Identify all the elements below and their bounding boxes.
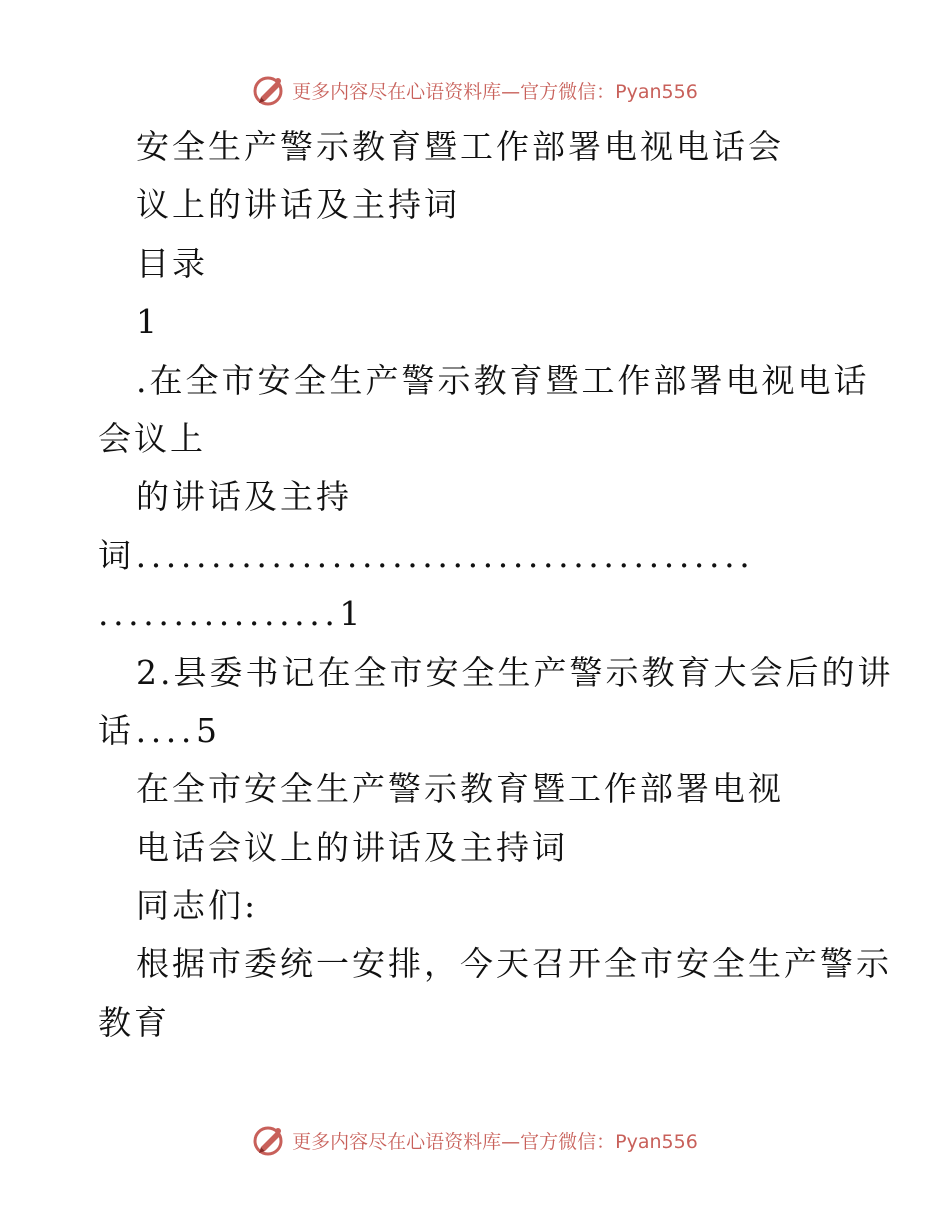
section-title-line-2: 电话会议上的讲话及主持词	[136, 827, 568, 867]
toc-item-2-page: 话....5	[98, 710, 222, 750]
header-banner-text: 更多内容尽在心语资料库—官方微信：Pyan556	[292, 80, 698, 103]
pen-logo-icon	[252, 1123, 286, 1157]
toc-heading: 目录	[136, 243, 208, 283]
toc-item-2-title: 2.县委书记在全市安全生产警示教育大会后的讲	[136, 652, 894, 692]
toc-item-1-title-part-3: 的讲话及主持	[136, 477, 352, 517]
section-title-line-1: 在全市安全生产警示教育暨工作部署电视	[136, 769, 784, 809]
doc-title-line-2: 议上的讲话及主持词	[136, 185, 460, 225]
toc-item-1-title-part-1: .在全市安全生产警示教育暨工作部署电视电话	[136, 360, 870, 400]
toc-item-1-number: 1	[136, 302, 157, 342]
document-body	[0, 118, 950, 1052]
footer-banner-text: 更多内容尽在心语资料库—官方微信：Pyan556	[292, 1130, 698, 1153]
doc-title-line-1: 安全生产警示教育暨工作部署电视电话会	[136, 127, 784, 166]
body-paragraph-line-2: 教育	[98, 1002, 170, 1042]
header-banner	[0, 70, 950, 110]
pen-logo-icon	[252, 73, 286, 107]
footer-banner	[0, 1120, 950, 1160]
toc-item-1-page: ................1	[98, 594, 366, 634]
salutation: 同志们:	[136, 886, 259, 926]
body-paragraph-line-1: 根据市委统一安排，今天召开全市安全生产警示	[136, 944, 892, 984]
toc-item-1-title-part-2: 会议上	[98, 418, 206, 458]
toc-item-1-leader: 词.........................................	[98, 535, 755, 575]
